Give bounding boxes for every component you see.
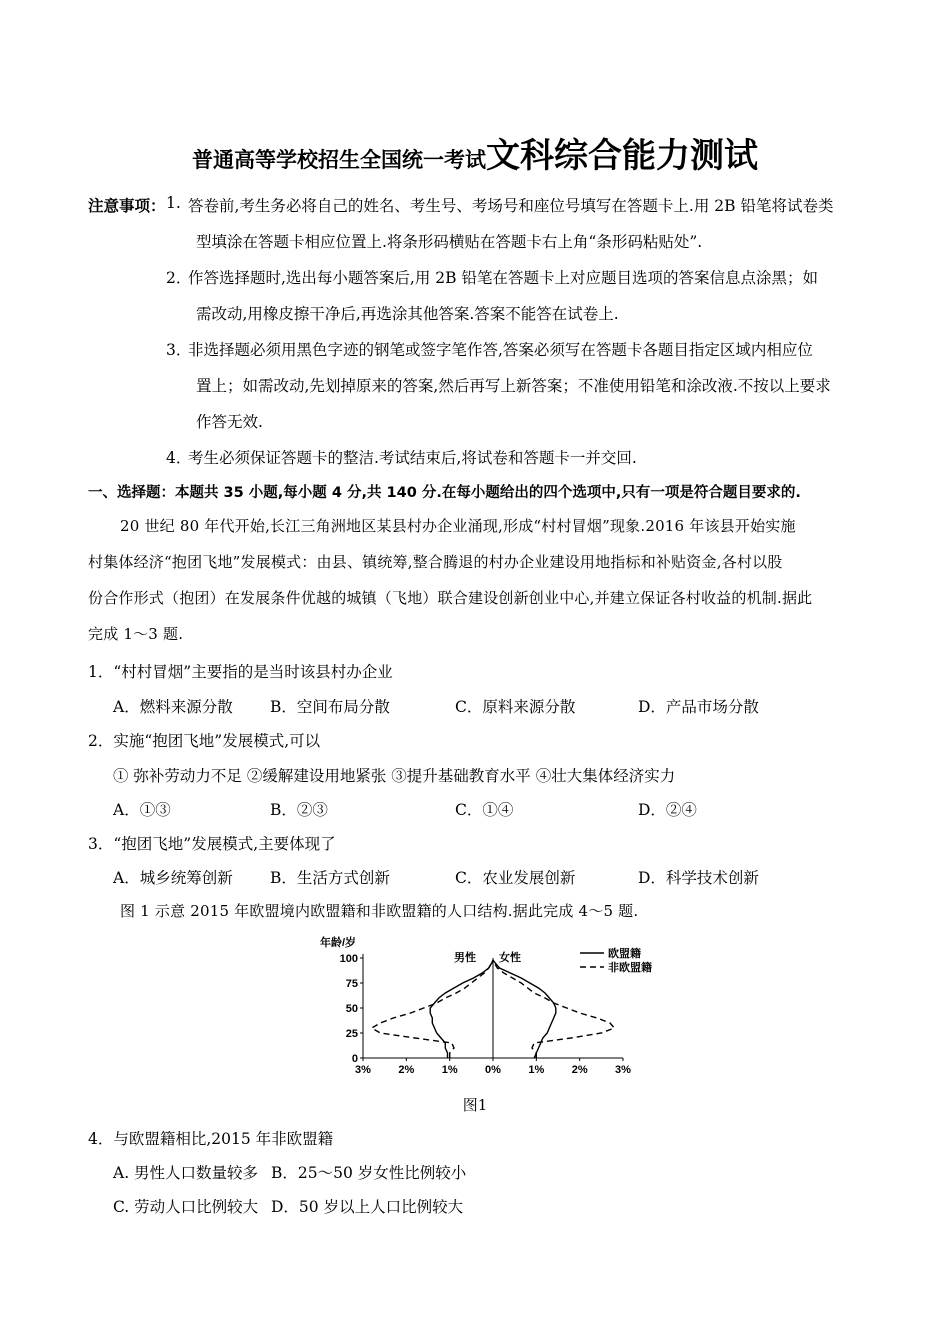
q2-option-a[interactable]: A．①③: [113, 801, 171, 819]
x-tick-label: 3%: [615, 1064, 631, 1076]
q3-option-b[interactable]: B．生活方式创新: [270, 869, 390, 887]
notice-item-4-line1: 考生必须保证答题卡的整洁.考试结束后,将试卷和答题卡一并交回.: [188, 449, 637, 467]
notice-item-1-num: 1.: [166, 194, 181, 212]
q3-option-c[interactable]: C．农业发展创新: [455, 869, 576, 887]
x-tick-label: 1%: [528, 1064, 545, 1076]
male-side-label: 男性: [454, 952, 476, 964]
passage1-line3: 份合作形式（抱团）在发展条件优越的城镇（飞地）联合建设创新创业中心,并建立保证各村收益的机制.据此: [88, 589, 813, 607]
q3-option-d[interactable]: D．科学技术创新: [638, 869, 759, 887]
q3-stem: 3．“抱团飞地”发展模式,主要体现了: [88, 835, 336, 853]
q1-option-d[interactable]: D．产品市场分散: [638, 698, 759, 716]
x-tick-label: 0%: [485, 1064, 501, 1076]
section-heading: 一、选择题：本题共 35 小题,每小题 4 分,共 140 分.在每小题给出的四个选项中,只有一项是符合题目要求的.: [88, 485, 801, 501]
chart-legend: [580, 946, 652, 974]
notice-label: 注意事项：: [88, 197, 166, 215]
q1-option-b[interactable]: B．空间布局分散: [270, 698, 390, 716]
notice-item-3-line1: 非选择题必须用黑色字迹的钢笔或签字笔作答,答案必须写在答题卡各题目指定区域内相应位: [188, 341, 813, 359]
eu-male-line: [430, 960, 493, 1058]
x-tick-label: 1%: [441, 1064, 458, 1076]
legend-label-eu: 欧盟籍: [608, 948, 641, 960]
q2-option-c[interactable]: C．①④: [455, 801, 514, 819]
q3-option-a[interactable]: A．城乡统筹创新: [113, 869, 233, 887]
x-tick-label: 3%: [355, 1064, 371, 1076]
passage1-line2: 村集体经济“抱团飞地”发展模式：由县、镇统筹,整合腾退的村办企业建设用地指标和补贴资金,各村以股: [88, 553, 783, 571]
q4-option-a[interactable]: A. 男性人口数量较多: [113, 1164, 259, 1182]
passage2-line1: 图 1 示意 2015 年欧盟境内欧盟籍和非欧盟籍的人口结构.据此完成 4～5 题.: [120, 902, 639, 920]
y-tick-label: 100: [339, 953, 358, 965]
q4-option-b[interactable]: B．25～50 岁女性比例较小: [271, 1164, 467, 1182]
x-tick-label: 2%: [398, 1064, 415, 1076]
notice-item-3-line2: 置上；如需改动,先划掉原来的答案,然后再写上新答案；不准使用铅笔和涂改液.不按以上要求: [196, 377, 831, 395]
q1-option-c[interactable]: C．原料来源分散: [455, 698, 576, 716]
page-title: [0, 128, 950, 177]
notice-item-1-line2: 型填涂在答题卡相应位置上.将条形码横贴在答题卡右上角“条形码粘贴处”.: [196, 233, 703, 251]
y-tick-label: 75: [345, 978, 358, 990]
eu-female-line: [493, 960, 556, 1058]
population-pyramid-chart: [318, 930, 668, 1080]
q1-stem: 1．“村村冒烟”主要指的是当时该县村办企业: [88, 663, 393, 681]
notice-item-2-line1: 作答选择题时,选出每小题答案后,用 2B 铅笔在答题卡上对应题目选项的答案信息点涂黑；如: [188, 269, 818, 287]
figure-caption: 图1: [462, 1096, 488, 1114]
notice-item-4-num: 4．: [166, 449, 192, 467]
female-side-label: 女性: [499, 952, 521, 964]
non-eu-male-line: [372, 960, 493, 1058]
y-tick-label: 0: [351, 1053, 358, 1065]
q4-option-c[interactable]: C. 劳动人口比例较大: [113, 1198, 259, 1216]
q4-option-d[interactable]: D．50 岁以上人口比例较大: [271, 1198, 464, 1216]
q4-stem: 4．与欧盟籍相比,2015 年非欧盟籍: [88, 1130, 334, 1148]
q2-option-d[interactable]: D．②④: [638, 801, 697, 819]
non-eu-female-line: [493, 960, 614, 1058]
passage1-line1: 20 世纪 80 年代开始,长江三角洲地区某县村办企业涌现,形成“村村冒烟”现象.2016 年该县开始实施: [120, 517, 796, 535]
notice-item-2-num: 2．: [166, 269, 192, 287]
legend-label-non-eu: 非欧盟籍: [608, 962, 652, 974]
passage1-line4: 完成 1～3 题.: [88, 625, 184, 643]
y-tick-label: 25: [345, 1028, 358, 1040]
notice-item-1-line1: 答卷前,考生务必将自己的姓名、考生号、考场号和座位号填写在答题卡上.用 2B 铅笔将试卷类: [188, 197, 834, 215]
notice-item-3-line3: 作答无效.: [196, 413, 263, 431]
q2-items: ① 弥补劳动力不足 ②缓解建设用地紧张 ③提升基础教育水平 ④壮大集体经济实力: [113, 767, 676, 785]
y-tick-label: 50: [345, 1003, 358, 1015]
title-prefix: 普通高等学校招生全国统一考试: [192, 147, 486, 172]
x-tick-label: 2%: [571, 1064, 588, 1076]
title-main: 文科综合能力测试: [486, 136, 758, 176]
y-axis-label: 年龄/岁: [320, 937, 357, 949]
q2-stem: 2．实施“抱团飞地”发展模式,可以: [88, 732, 321, 750]
notice-item-2-line2: 需改动,用橡皮擦干净后,再选涂其他答案.答案不能答在试卷上.: [196, 305, 619, 323]
notice-item-3-num: 3．: [166, 341, 192, 359]
q2-option-b[interactable]: B．②③: [270, 801, 328, 819]
population-pyramid-figure: [318, 930, 668, 1084]
q1-option-a[interactable]: A．燃料来源分散: [113, 698, 233, 716]
